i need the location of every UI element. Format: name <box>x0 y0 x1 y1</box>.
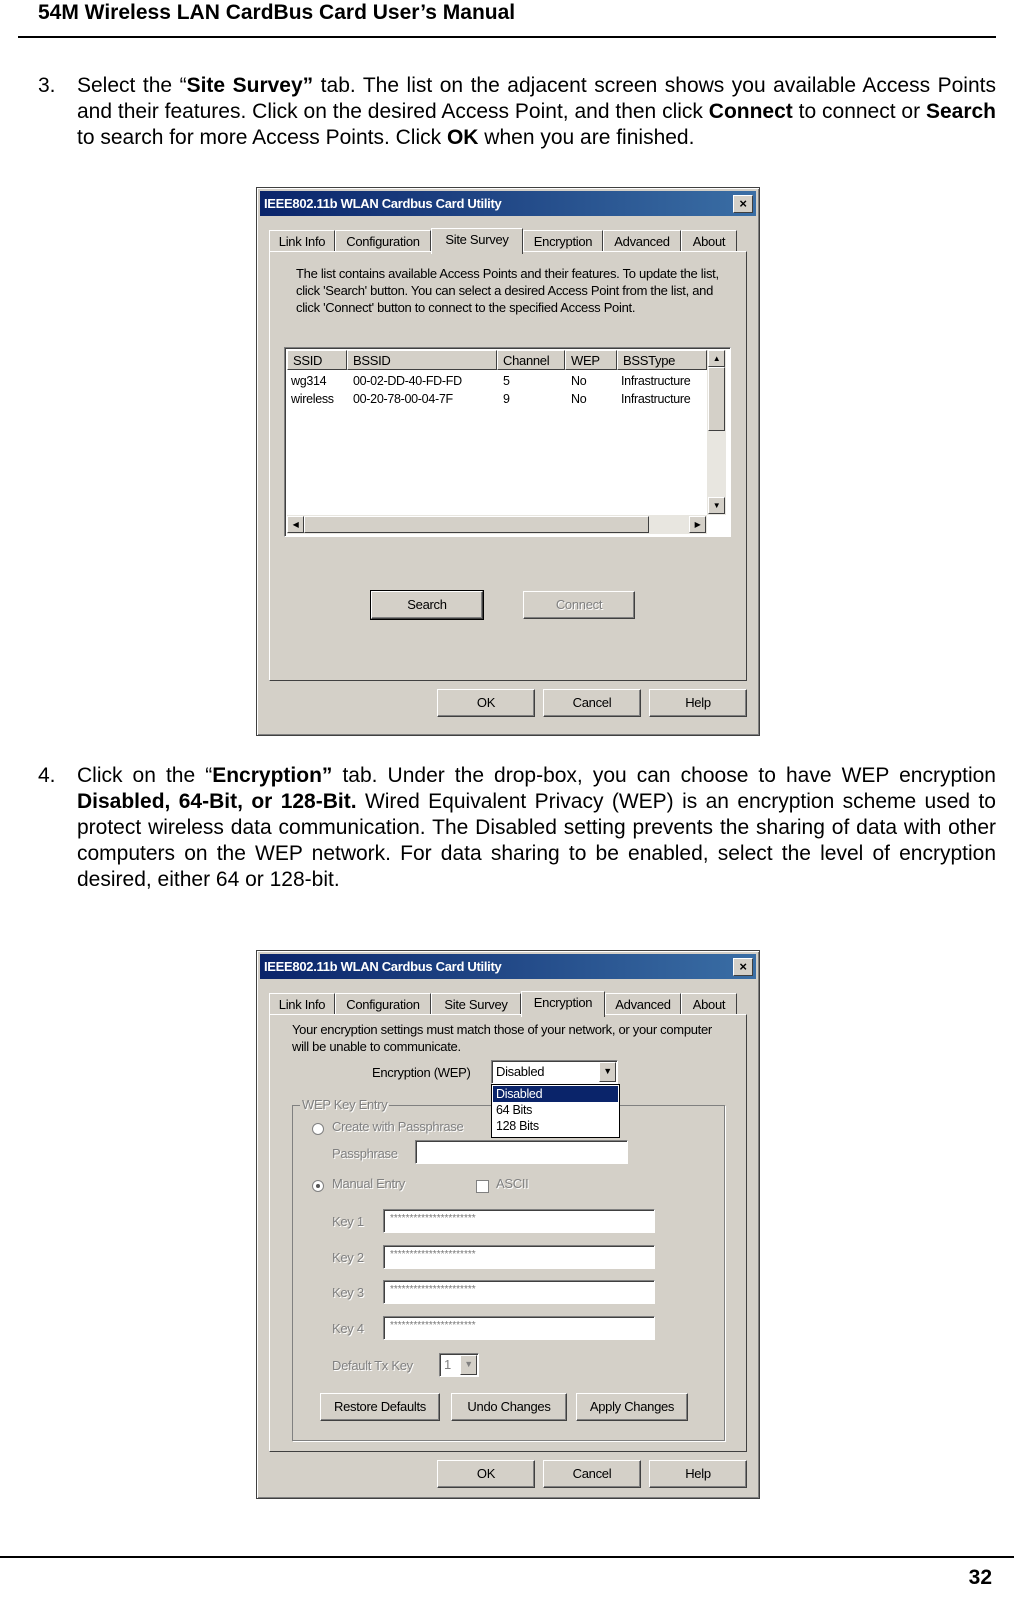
access-point-list[interactable] <box>284 347 731 537</box>
ok-button[interactable]: OK <box>437 1460 535 1488</box>
site-survey-dialog <box>256 187 760 736</box>
passphrase-radio-label: Create with Passphrase <box>332 1119 464 1134</box>
wep-dropdown-list[interactable] <box>491 1084 620 1138</box>
dialog-title: IEEE802.11b WLAN Cardbus Card Utility <box>264 196 502 211</box>
key-2-input[interactable]: ********************** <box>383 1245 655 1269</box>
dialog-titlebar <box>260 954 756 979</box>
default-tx-key-label: Default Tx Key <box>332 1358 413 1373</box>
tab-link-info[interactable]: Link Info <box>269 230 335 252</box>
passphrase-input[interactable] <box>415 1140 628 1164</box>
step-text: Click on the “Encryption” tab. Under the drop-box, you can choose to have WEP encryption Disabled, 64-Bit, or 128-Bit. Wired Equivalent Privacy (WEP) is an encryption scheme used to protect wireless data communication. The Disabled setting prevents the sharing of data with other computers on the WEP network. For data sharing to be enabled, select the level of encryption desired, either 64 or 128-bit. <box>77 764 996 891</box>
encryption-panel <box>269 1014 747 1452</box>
close-icon[interactable]: × <box>733 195 753 213</box>
dropdown-option-64-bits[interactable]: 64 Bits <box>496 1103 533 1117</box>
tab-link-info[interactable]: Link Info <box>269 993 335 1015</box>
apply-changes-button[interactable]: Apply Changes <box>576 1393 688 1421</box>
tab-about[interactable]: About <box>681 993 737 1015</box>
encryption-dialog <box>256 950 760 1499</box>
tab-configuration[interactable]: Configuration <box>335 993 431 1015</box>
manual-entry-label: Manual Entry <box>332 1176 405 1191</box>
default-tx-key-value: 1 <box>444 1357 451 1372</box>
cancel-button[interactable]: Cancel <box>543 689 641 717</box>
column-header-bssid[interactable]: BSSID <box>347 350 497 370</box>
column-header-channel[interactable]: Channel <box>497 350 565 370</box>
cell-ssid: wg314 <box>291 374 327 388</box>
manual-entry-radio[interactable] <box>312 1180 324 1192</box>
header-rule <box>18 36 996 38</box>
step-number: 3. <box>38 74 56 97</box>
cell-wep: No <box>571 374 587 388</box>
scroll-right-icon[interactable]: ▶ <box>689 516 706 533</box>
cell-wep: No <box>571 392 587 406</box>
tab-site-survey[interactable]: Site Survey <box>431 993 521 1015</box>
restore-defaults-button[interactable]: Restore Defaults <box>320 1393 440 1421</box>
wep-label: Encryption (WEP) <box>372 1065 471 1080</box>
default-tx-key-select[interactable] <box>439 1353 479 1377</box>
help-button[interactable]: Help <box>649 689 747 717</box>
scroll-thumb[interactable] <box>708 367 725 431</box>
cell-bsstype: Infrastructure <box>621 374 691 388</box>
chevron-down-icon[interactable]: ▼ <box>599 1062 616 1082</box>
cell-bssid: 00-20-78-00-04-7F <box>353 392 453 406</box>
vertical-scrollbar[interactable] <box>707 350 726 515</box>
tab-advanced[interactable]: Advanced <box>603 230 681 252</box>
column-header-bsstype[interactable]: BSSType <box>617 350 707 370</box>
wep-select[interactable] <box>491 1060 618 1084</box>
tab-about[interactable]: About <box>681 230 737 252</box>
connect-button[interactable]: Connect <box>523 591 635 619</box>
key-1-input[interactable]: ********************** <box>383 1209 655 1233</box>
close-icon[interactable]: × <box>733 958 753 976</box>
dialog-title: IEEE802.11b WLAN Cardbus Card Utility <box>264 959 502 974</box>
dialog-titlebar <box>260 191 756 216</box>
cell-ssid: wireless <box>291 392 334 406</box>
key-3-input[interactable]: ********************** <box>383 1280 655 1304</box>
ok-button[interactable]: OK <box>437 689 535 717</box>
step-3 <box>38 73 996 151</box>
chevron-down-icon[interactable]: ▼ <box>460 1355 477 1375</box>
ascii-label: ASCII <box>496 1176 529 1191</box>
scroll-down-icon[interactable]: ▼ <box>708 497 725 514</box>
key-2-label: Key 2 <box>332 1250 364 1265</box>
horizontal-scrollbar[interactable] <box>287 515 707 534</box>
site-survey-description: The list contains available Access Points and their features. To update the list, click 'Search' button. You can select a desired Access Point from the list, and click 'Connect' button to connect to the specified Access Point. <box>296 266 719 315</box>
step-4 <box>38 763 996 893</box>
key-4-label: Key 4 <box>332 1321 364 1336</box>
wep-select-value: Disabled <box>496 1064 545 1079</box>
key-4-input[interactable]: ********************** <box>383 1316 655 1340</box>
cell-channel: 5 <box>503 374 510 388</box>
search-button[interactable]: Search <box>371 591 483 619</box>
step-text: Select the “Site Survey” tab. The list on the adjacent screen shows you available Access Points and their features. Click on the desired Access Point, and then click Connect to connect or Search to search for more Access Points. Click OK when you are finished. <box>77 74 996 149</box>
dropdown-option-128-bits[interactable]: 128 Bits <box>496 1119 539 1133</box>
passphrase-radio[interactable] <box>312 1123 324 1135</box>
tab-advanced[interactable]: Advanced <box>605 993 681 1015</box>
column-header-ssid[interactable]: SSID <box>287 350 347 370</box>
tab-configuration[interactable]: Configuration <box>335 230 431 252</box>
column-header-wep[interactable]: WEP <box>565 350 617 370</box>
key-3-label: Key 3 <box>332 1285 364 1300</box>
scroll-up-icon[interactable]: ▲ <box>708 350 725 367</box>
page-header: 54M Wireless LAN CardBus Card User’s Manual <box>38 1 516 24</box>
tab-encryption[interactable]: Encryption <box>521 991 605 1017</box>
help-button[interactable]: Help <box>649 1460 747 1488</box>
passphrase-label: Passphrase <box>332 1146 398 1161</box>
scroll-left-icon[interactable]: ◀ <box>287 516 304 533</box>
cancel-button[interactable]: Cancel <box>543 1460 641 1488</box>
cell-channel: 9 <box>503 392 510 406</box>
ascii-checkbox[interactable] <box>476 1180 489 1193</box>
page-number: 32 <box>968 1566 992 1589</box>
cell-bssid: 00-02-DD-40-FD-FD <box>353 374 462 388</box>
tab-site-survey[interactable]: Site Survey <box>431 228 523 254</box>
site-survey-panel <box>269 251 747 681</box>
footer-rule <box>0 1556 1014 1558</box>
dropdown-option-disabled[interactable]: Disabled <box>493 1086 618 1102</box>
tab-encryption[interactable]: Encryption <box>523 230 603 252</box>
key-1-label: Key 1 <box>332 1214 364 1229</box>
cell-bsstype: Infrastructure <box>621 392 691 406</box>
undo-changes-button[interactable]: Undo Changes <box>451 1393 567 1421</box>
encryption-description: Your encryption settings must match those of your network, or your computer will be unable to communicate. <box>292 1022 712 1054</box>
group-legend: WEP Key Entry <box>302 1097 388 1112</box>
scroll-thumb[interactable] <box>304 516 649 533</box>
step-number: 4. <box>38 764 56 787</box>
